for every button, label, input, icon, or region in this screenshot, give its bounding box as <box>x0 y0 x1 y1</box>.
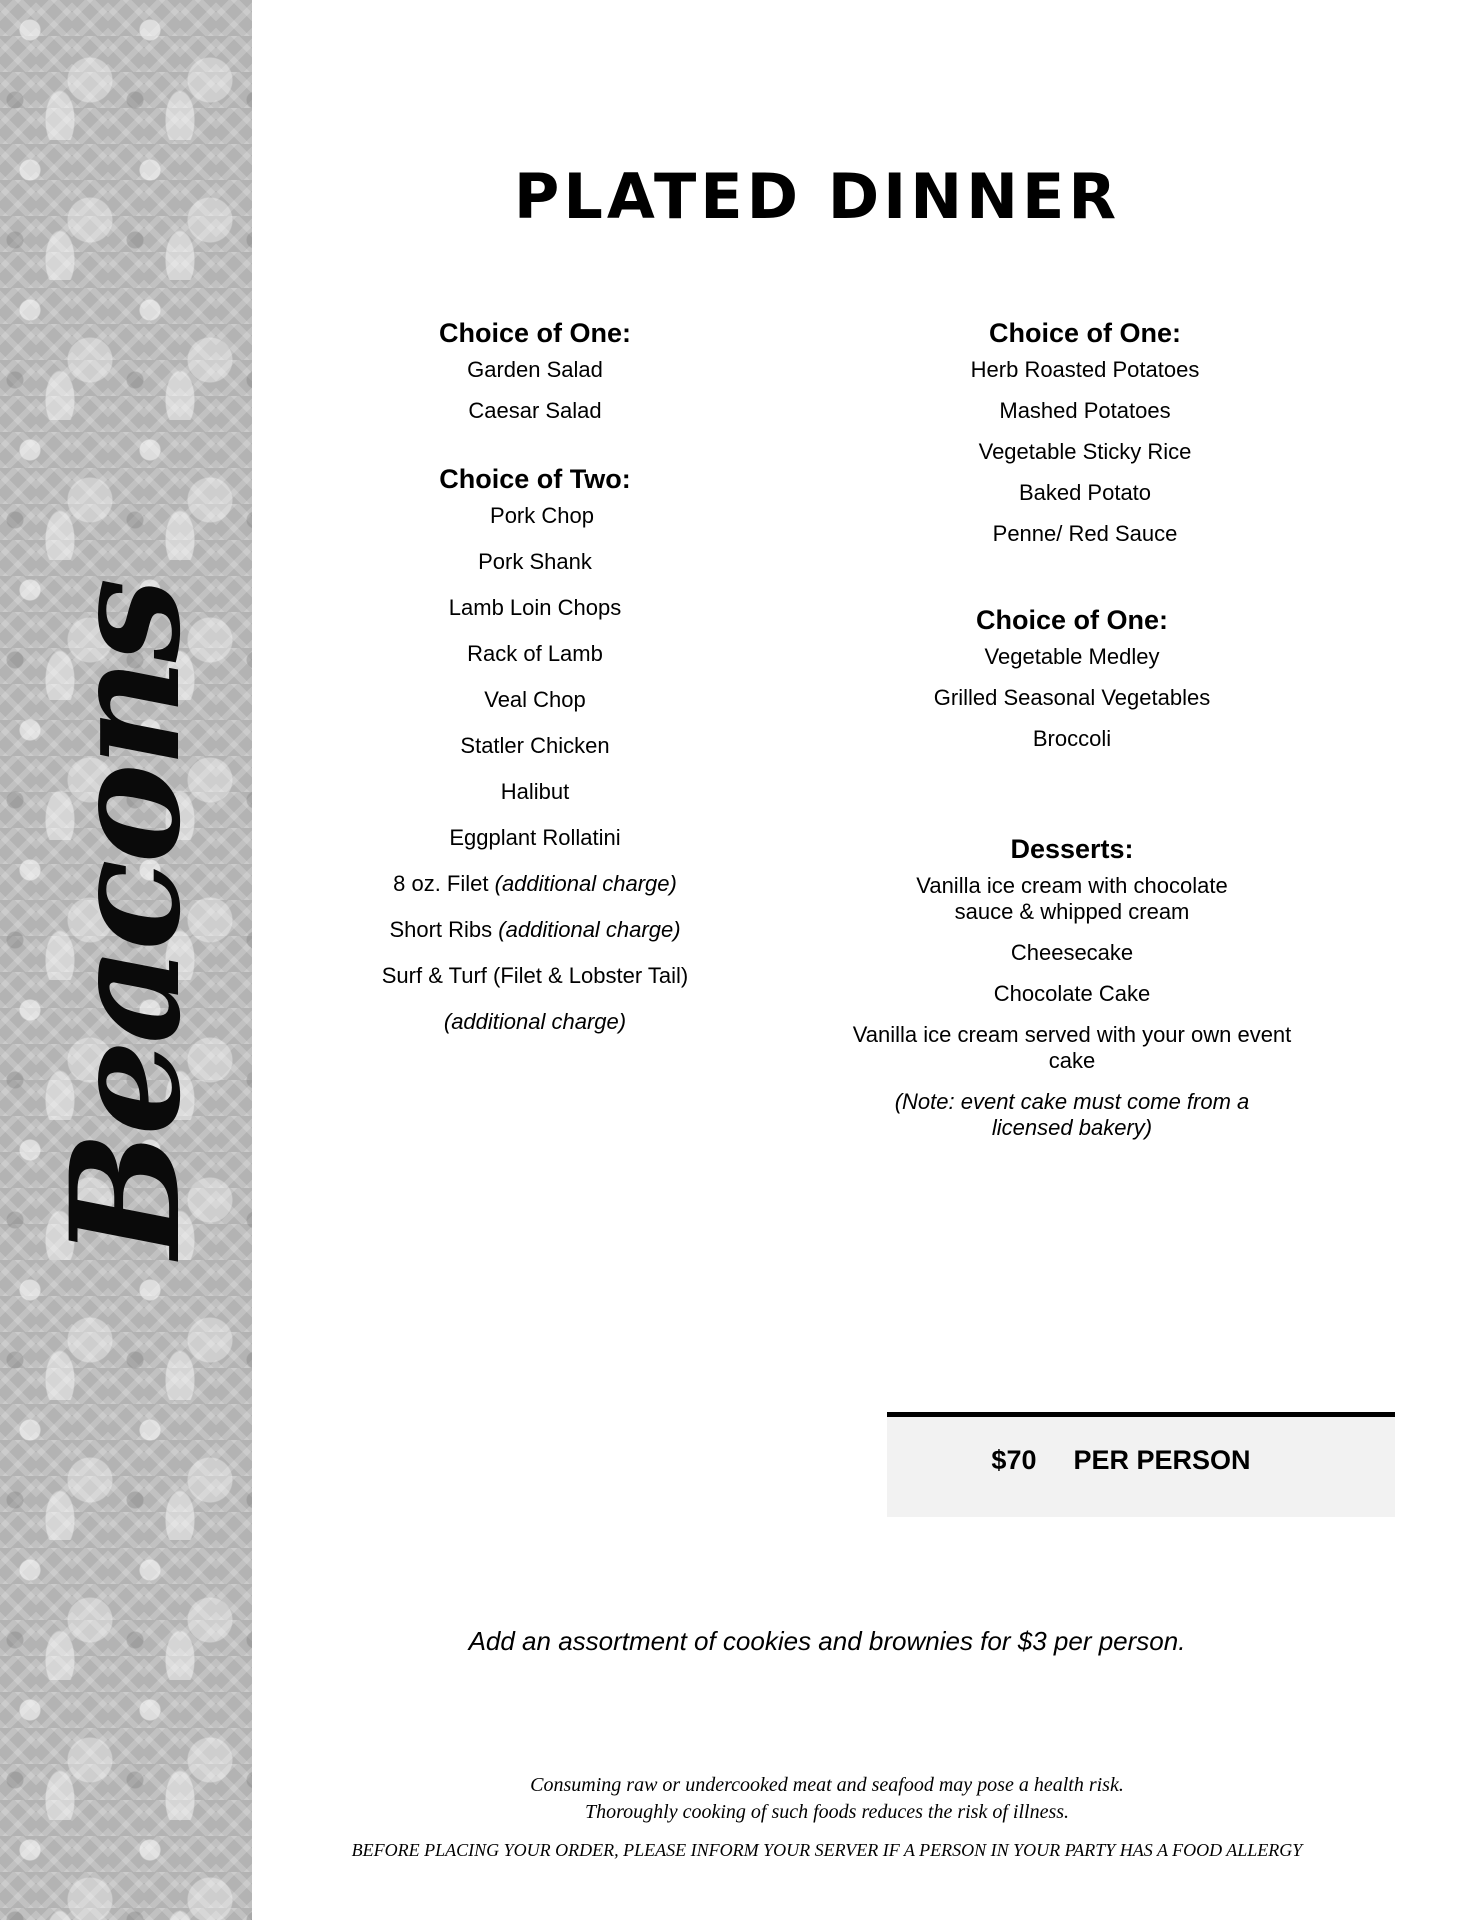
price-line <box>887 1445 1395 1476</box>
item-note: (additional charge) <box>443 1009 627 1034</box>
menu-item: Veal Chop <box>484 687 586 712</box>
menu-item-premium <box>330 917 740 943</box>
starch-heading: Choice of One: <box>988 318 1181 348</box>
right-column <box>852 318 1310 1156</box>
menu-item: Vegetable Sticky Rice <box>978 439 1192 464</box>
menu-item: Statler Chicken <box>460 733 610 758</box>
menu-item: Eggplant Rollatini <box>449 825 621 850</box>
vegetable-heading: Choice of One: <box>975 605 1168 635</box>
disclaimer-line: Consuming raw or undercooked meat and seafood may pose a health risk. <box>530 1774 1124 1796</box>
decorative-sidebar <box>0 0 252 1920</box>
price-box <box>887 1412 1395 1517</box>
menu-item: Caesar Salad <box>468 398 602 423</box>
item-note: (additional charge) <box>494 871 677 896</box>
dessert-note: (Note: event cake must come from a licensed bakery) <box>894 1089 1250 1140</box>
beacons-logo: Beacons <box>38 581 214 1259</box>
menu-item: Mashed Potatoes <box>999 398 1171 423</box>
item-name: 8 oz. Filet <box>393 871 489 896</box>
menu-item: Rack of Lamb <box>467 641 603 666</box>
menu-item: Pork Chop <box>490 503 594 528</box>
item-note: (additional charge) <box>498 917 681 942</box>
menu-item: Broccoli <box>1032 726 1112 751</box>
menu-item-surf-turf: Surf & Turf (Filet & Lobster Tail) <box>381 963 689 988</box>
page-title: PLATED DINNER <box>513 160 1121 233</box>
item-name: Short Ribs <box>389 917 493 942</box>
health-disclaimer <box>252 1772 1402 1826</box>
menu-item: Baked Potato <box>1018 480 1152 505</box>
menu-item-premium <box>330 871 740 897</box>
menu-item: Vanilla ice cream with chocolate sauce & whipped cream <box>916 873 1228 924</box>
entree-heading: Choice of Two: <box>439 464 631 494</box>
menu-item: Lamb Loin Chops <box>448 595 622 620</box>
price-amount: $70 <box>991 1445 1037 1475</box>
menu-item: Cheesecake <box>1010 940 1134 965</box>
menu-item: Halibut <box>500 779 570 804</box>
menu-item: Penne/ Red Sauce <box>992 521 1178 546</box>
allergy-notice: BEFORE PLACING YOUR ORDER, PLEASE INFORM YOUR SERVER IF A PERSON IN YOUR PARTY HAS A FOOD ALLERGY <box>351 1840 1303 1860</box>
desserts-heading: Desserts: <box>1010 834 1134 864</box>
menu-item: Herb Roasted Potatoes <box>970 357 1200 382</box>
price-label: PER PERSON <box>1073 1445 1251 1475</box>
menu-item: Vegetable Medley <box>984 644 1160 669</box>
menu-item: Pork Shank <box>478 549 592 574</box>
menu-item: Garden Salad <box>467 357 603 382</box>
left-column <box>330 318 740 1055</box>
addon-offer: Add an assortment of cookies and brownies for $3 per person. <box>468 1626 1186 1656</box>
salad-heading: Choice of One: <box>438 318 631 348</box>
disclaimer-line: Thoroughly cooking of such foods reduces the risk of illness. <box>584 1801 1070 1823</box>
menu-item: Chocolate Cake <box>993 981 1151 1006</box>
menu-item: Grilled Seasonal Vegetables <box>933 685 1211 710</box>
menu-item: Vanilla ice cream served with your own event cake <box>852 1022 1292 1073</box>
